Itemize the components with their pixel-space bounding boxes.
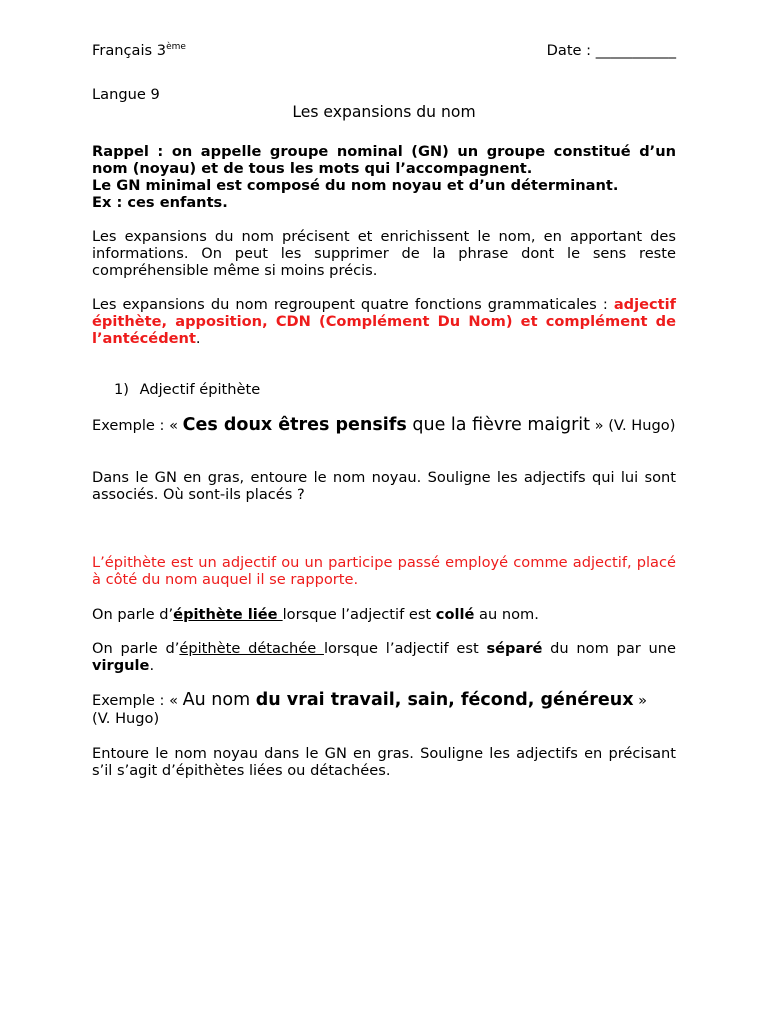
date-field: Date : ___________ <box>546 42 676 59</box>
example-1-gn: Ces doux êtres pensifs <box>182 415 407 435</box>
instruction-1: Dans le GN en gras, entoure le nom noyau. Souligne les adjectifs qui lui sont associés. Où sont-ils placés ? <box>92 469 676 503</box>
rappel-example: Ex : ces enfants. <box>92 194 228 211</box>
rappel-block <box>92 143 676 211</box>
paragraph-expansions-definition: Les expansions du nom précisent et enrichissent le nom, en apportant des informations. On peut les supprimer de la phrase dont le sens reste compréhensible même si moins précis. <box>92 228 676 279</box>
section-title: Adjectif épithète <box>139 381 261 398</box>
example-2-source: (V. Hugo) <box>92 710 160 727</box>
instruction-2: Entoure le nom noyau dans le GN en gras. Souligne les adjectifs en précisant s’il s’agit d’épithètes liées ou détachées. <box>92 745 676 779</box>
header-line <box>92 42 676 59</box>
functions-list: adjectif épithète, apposition, CDN (Complément Du Nom) et complément de l’antécédent <box>92 296 676 347</box>
term-epithete-liee: épithète liée <box>173 606 283 623</box>
example-1-source: (V. Hugo) <box>608 417 676 434</box>
example-2: Exemple : « Au nom du vrai travail, sain, fécond, généreux » (V. Hugo) <box>92 691 676 728</box>
lesson-number: Langue 9 <box>92 86 160 103</box>
epithete-detachee: On parle d’épithète détachée lorsque l’adjectif est séparé du nom par une virgule. <box>92 640 676 674</box>
epithete-definition: L’épithète est un adjectif ou un participe passé employé comme adjectif, placé à côté du nom auquel il se rapporte. <box>92 554 676 588</box>
example-2-gn: du vrai travail, sain, fécond, généreux <box>255 690 634 710</box>
section-heading-epithete <box>114 381 674 398</box>
term-epithete-detachee: épithète détachée <box>179 640 324 657</box>
subject-label: Français 3ème <box>92 42 186 59</box>
rappel-minimal: Le GN minimal est composé du nom noyau et d’un déterminant. <box>92 177 619 194</box>
epithete-liee: On parle d’épithète liée lorsque l’adjectif est collé au nom. <box>92 606 539 623</box>
rappel-definition: Rappel : on appelle groupe nominal (GN) un groupe constitué d’un nom (noyau) et de tous les mots qui l’accompagnent. <box>92 143 676 177</box>
paragraph-four-functions: Les expansions du nom regroupent quatre fonctions grammaticales : adjectif épithète, apposition, CDN (Complément Du Nom) et complément de l’antécédent. <box>92 296 676 347</box>
page-title: Les expansions du nom <box>292 103 476 121</box>
section-number: 1) <box>114 381 129 398</box>
example-1: Exemple : « Ces doux êtres pensifs que la fièvre maigrit » (V. Hugo) <box>92 415 676 435</box>
